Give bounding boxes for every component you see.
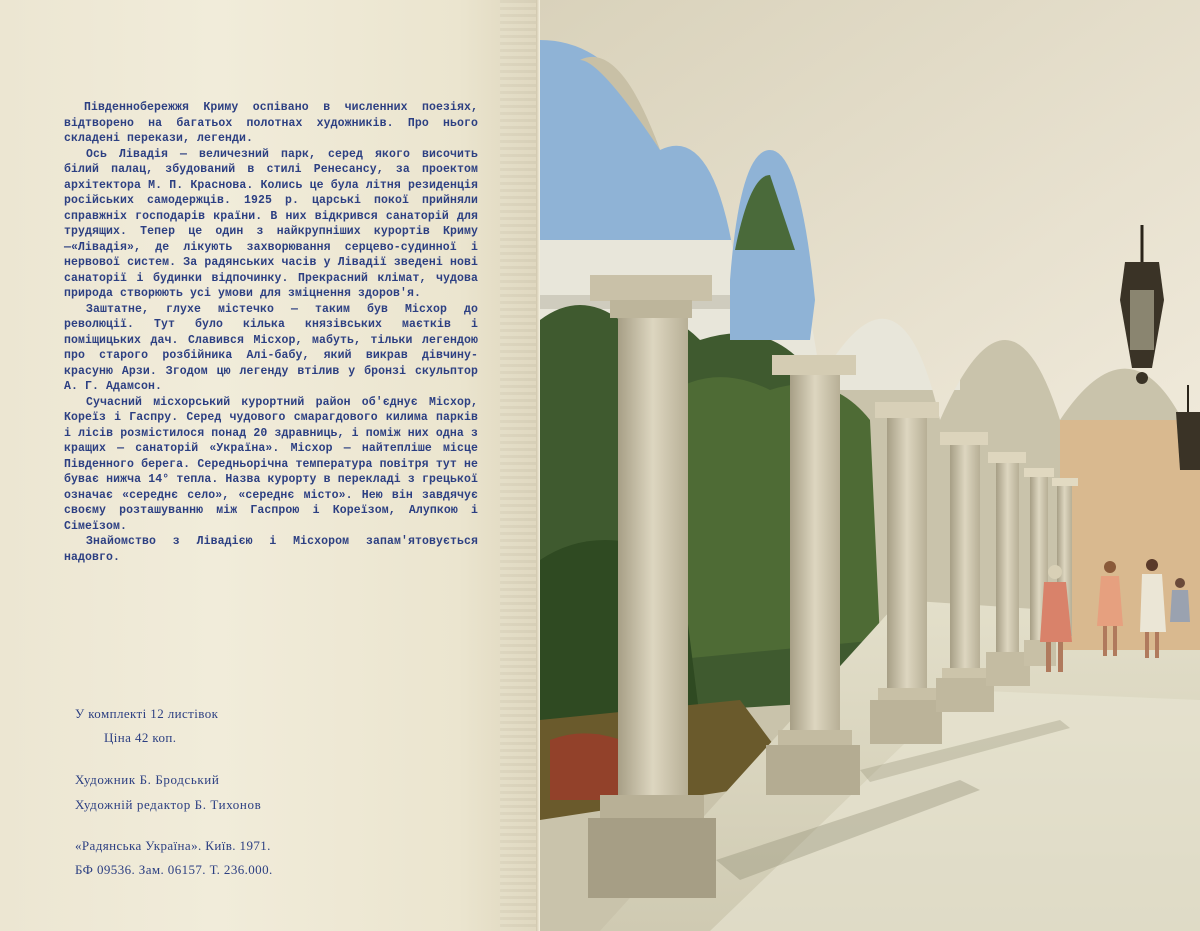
column: [870, 402, 942, 744]
description-text: [64, 100, 478, 565]
info-panel: [0, 0, 540, 931]
art-editor-credit: Художній редактор Б. Тихонов: [75, 797, 262, 812]
price: Ціна 42 коп.: [104, 730, 177, 745]
print-info-line: БФ 09536. Зам. 06157. Т. 236.000.: [75, 862, 273, 877]
column: [936, 432, 994, 712]
description-paragraph: Південнобережжя Криму оспівано в численних поезіях, відтворено на багатьох полотнах художників. Про нього складені перекази, легенди.: [64, 101, 478, 145]
artist-credit: Художник Б. Бродський: [75, 772, 220, 787]
description-paragraph: Заштатне, глухе містечко — таким був Місхор до революції. Тут було кілька князівських маєтків і поміщицьких дач. Славився Місхор, мабуть, тільки легендою про старого розбійника Алі-бабу, який викрав дівчину-красуню Арзи. Згодом цю легенду втілив у бронзі скульптор А. Г. Адамсон.: [64, 302, 478, 393]
publisher-line: «Радянська Україна». Київ. 1971.: [75, 838, 271, 853]
description-paragraph: Сучасний місхорський курортний район об'єднує Місхор, Кореїз і Гаспру. Серед чудового смарагдового килима парків і лісів розмістилося понад 20 здравниць, і поміж них одна з кращих — санаторій «Україна». Місхор — найтепліше місце Південного берега. Середньорічна температура повітря тут не буває нижча 14° тепла. Назва курорту в перекладі з грецької означає «середнє село», «середнє місто». Нею він завдячує своєму розташуванню між Гаспрою і Кореїзом, Алупкою і Сімеїзом.: [64, 395, 478, 533]
set-count: У комплекті 12 листівок: [75, 706, 219, 721]
description-paragraph: Ось Лівадія — величезний парк, серед якого височить білий палац, збудований в стилі Ренесансу, за проектом архітектора М. П. Краснова. Колись це була літня резиденція російських самодержців. 1925 р. царські покої прийняли справжніх господарів країни. В них відкрився санаторій для трудящих. Тепер це один з найкрупніших курортів Криму—«Лівадія», де лікують захворювання серцево-судинної і нервової систем. За радянських часів у Лівадії зведені нові санаторії і будинки відпочинку. Прекрасний клімат, чудова природа створюють усі умови для зміцнення здоров'я.: [64, 147, 478, 300]
description-paragraph: Знайомство з Лівадією і Місхором запам'ятовується надовго.: [64, 535, 478, 564]
arcade-photo: [540, 0, 1200, 931]
arcade-illustration: [540, 0, 1200, 931]
